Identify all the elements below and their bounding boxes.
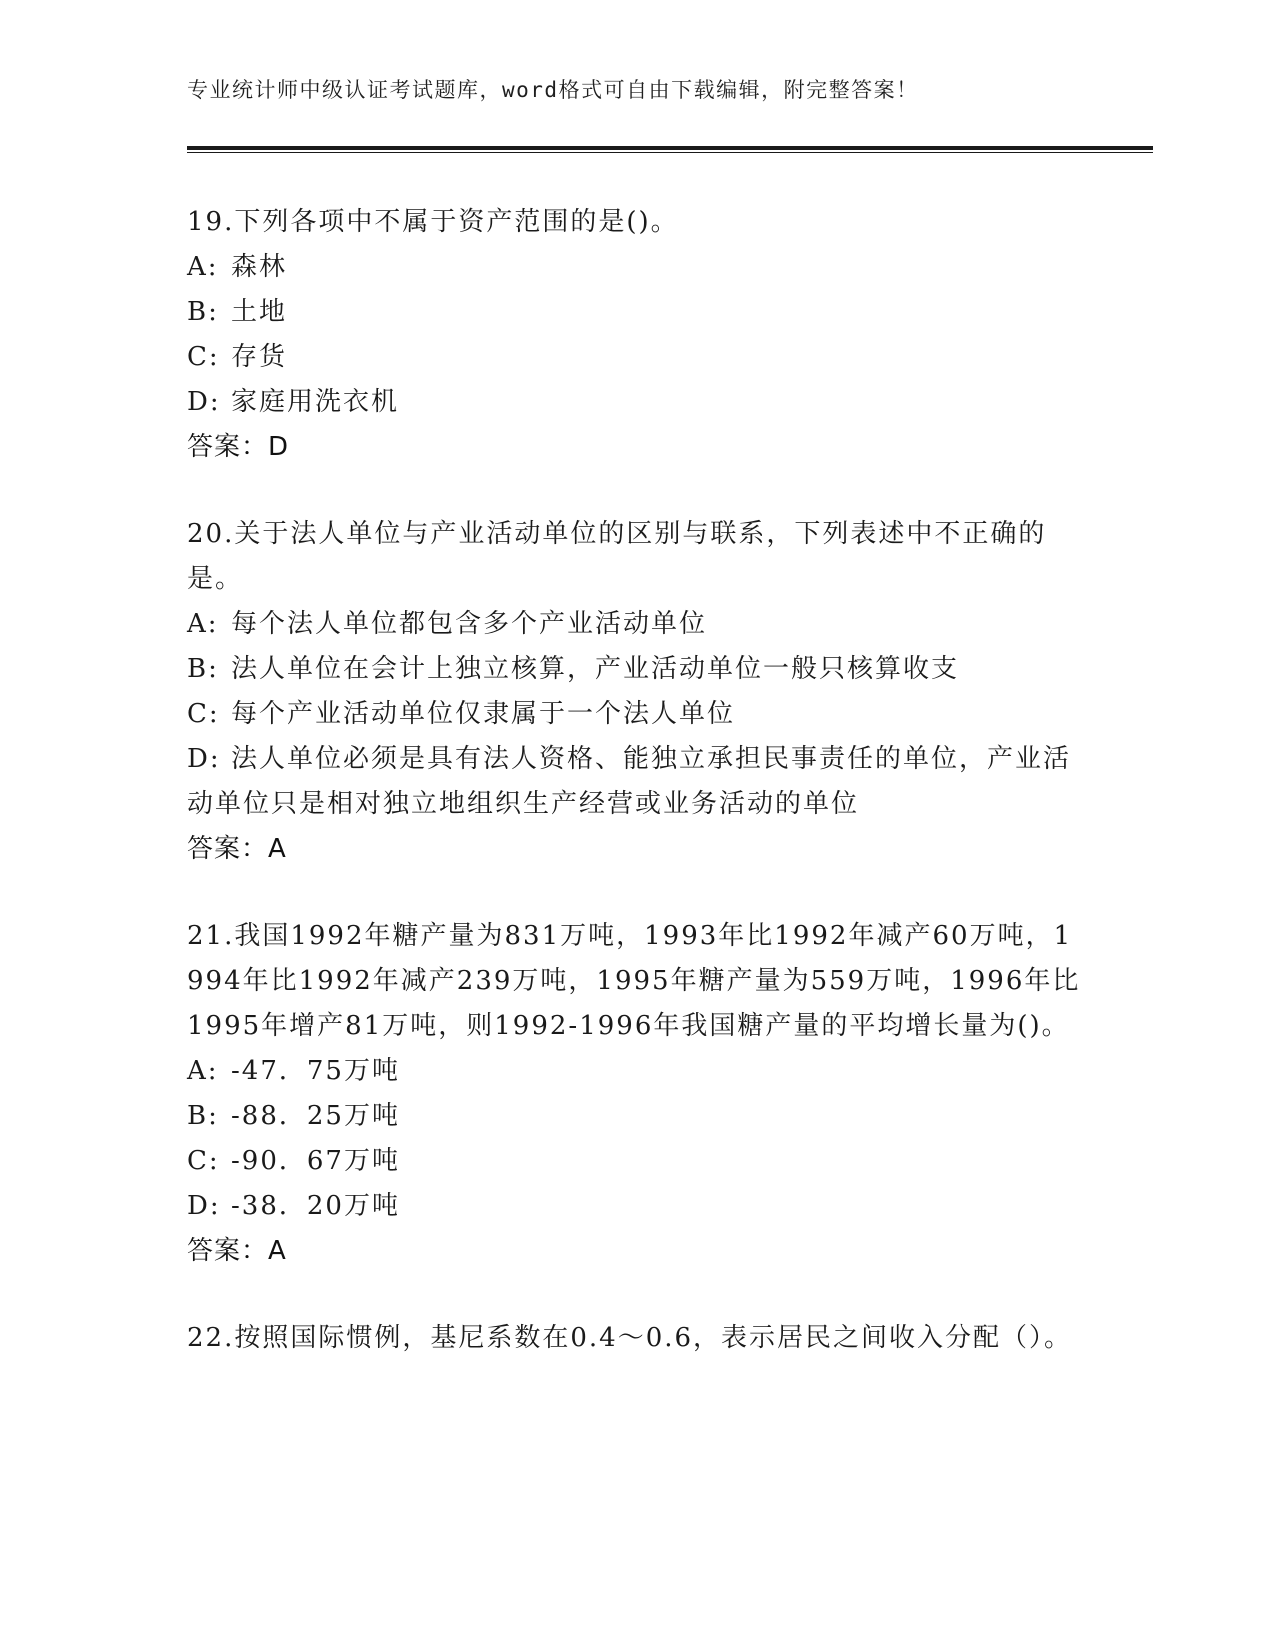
spacer <box>187 470 1087 512</box>
option-text: -90．67万吨 <box>231 1146 400 1176</box>
question-22 <box>187 1316 1087 1361</box>
option-label: A: <box>187 609 219 639</box>
option-c <box>187 335 1087 380</box>
question-20 <box>187 512 1087 872</box>
option-c <box>187 692 1087 737</box>
option-text: -38．20万吨 <box>231 1191 400 1221</box>
answer: 答案：A <box>187 834 287 864</box>
option-a <box>187 1049 1087 1094</box>
option-text: 家庭用洗衣机 <box>231 387 400 417</box>
option-label: B: <box>187 297 219 327</box>
question-19 <box>187 200 1087 470</box>
option-label: A: <box>187 1056 219 1086</box>
option-label: C: <box>187 342 220 372</box>
option-a <box>187 245 1087 290</box>
question-21 <box>187 914 1087 1274</box>
option-text: 存货 <box>231 342 288 372</box>
question-stem: 22.按照国际惯例，基尼系数在0.4～0.6，表示居民之间收入分配（）。 <box>187 1323 1073 1353</box>
option-text: 法人单位在会计上独立核算，产业活动单位一般只核算收支 <box>231 654 960 684</box>
spacer <box>187 872 1087 914</box>
option-text: -47．75万吨 <box>231 1056 400 1086</box>
header-divider-thin <box>187 152 1153 153</box>
page-header: 专业统计师中级认证考试题库，word格式可自由下载编辑，附完整答案！ <box>187 78 919 102</box>
option-a <box>187 602 1087 647</box>
option-label: B: <box>187 654 219 684</box>
option-text: 每个法人单位都包含多个产业活动单位 <box>231 609 708 639</box>
option-d <box>187 1184 1087 1229</box>
option-label: A: <box>187 252 219 282</box>
option-b <box>187 1094 1087 1139</box>
answer: 答案：A <box>187 1236 287 1266</box>
option-text: 土地 <box>231 297 288 327</box>
option-text: 法人单位必须是具有法人资格、能独立承担民事责任的单位，产业活动单位只是相对独立地组织生产经营或业务活动的单位 <box>187 744 1072 819</box>
option-text: -88．25万吨 <box>231 1101 400 1131</box>
option-text: 森林 <box>231 252 288 282</box>
question-stem: 19.下列各项中不属于资产范围的是()。 <box>187 207 679 237</box>
header-divider <box>187 146 1153 150</box>
option-text: 每个产业活动单位仅隶属于一个法人单位 <box>231 699 736 729</box>
option-c <box>187 1139 1087 1184</box>
answer: 答案：D <box>187 432 290 462</box>
option-label: C: <box>187 1146 220 1176</box>
question-stem: 21.我国1992年糖产量为831万吨，1993年比1992年减产60万吨，1994年比1992年减产239万吨，1995年糖产量为559万吨，1996年比1995年增产81万吨，则1992-1996年我国糖产量的平均增长量为()。 <box>187 921 1081 1041</box>
option-label: C: <box>187 699 220 729</box>
question-stem: 20.关于法人单位与产业活动单位的区别与联系，下列表述中不正确的是。 <box>187 519 1047 594</box>
spacer <box>187 1274 1087 1316</box>
option-b <box>187 647 1087 692</box>
option-label: D: <box>187 744 221 774</box>
option-d <box>187 737 1087 827</box>
question-list <box>187 200 1087 1361</box>
option-d <box>187 380 1087 425</box>
option-b <box>187 290 1087 335</box>
option-label: B: <box>187 1101 219 1131</box>
option-label: D: <box>187 387 221 417</box>
option-label: D: <box>187 1191 221 1221</box>
